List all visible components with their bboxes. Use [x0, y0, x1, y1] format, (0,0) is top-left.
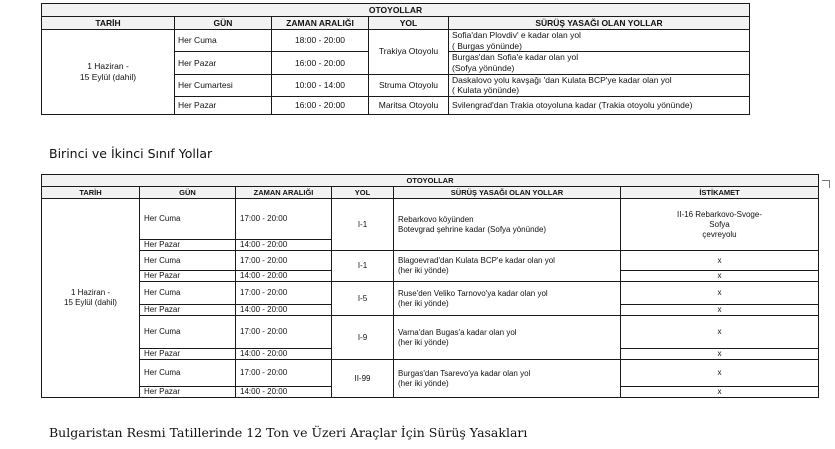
direction-cell: x: [621, 282, 819, 305]
banned-road-cell: Rebarkovo köyünden Botevgrad şehrine kadar (Sofya yönünde): [394, 199, 621, 251]
direction-cell: x: [621, 251, 819, 271]
time-cell: 17:00 - 20:00: [236, 199, 332, 240]
table-row: [42, 251, 819, 271]
crop-corner-mark: [822, 180, 830, 188]
time-cell: 16:00 - 20:00: [272, 52, 369, 74]
table-row: [42, 316, 819, 349]
day-cell: Her Cumartesi: [175, 74, 272, 96]
banned-road-cell: Svilengrad'dan Trakia otoyoluna kadar (Trakia otoyolu yönünde): [449, 96, 750, 114]
time-cell: 17:00 - 20:00: [236, 360, 332, 387]
time-cell: 17:00 - 20:00: [236, 251, 332, 271]
road-cell: I-5: [332, 282, 394, 316]
direction-cell: x: [621, 349, 819, 360]
day-cell: Her Pazar: [140, 240, 236, 251]
day-cell: Her Pazar: [175, 52, 272, 74]
table-row: [42, 282, 819, 305]
banned-road-cell: Blagoevrad'dan Kulata BCP'e kadar olan yol (her iki yönde): [394, 251, 621, 282]
direction-cell: x: [621, 360, 819, 387]
day-cell: Her Pazar: [140, 271, 236, 282]
table-group-header: OTOYOLLAR: [42, 175, 819, 187]
road-cell: I-1: [332, 199, 394, 251]
day-cell: Her Cuma: [140, 282, 236, 305]
time-cell: 16:00 - 20:00: [272, 96, 369, 114]
date-range-cell: 1 Haziran - 15 Eylül (dahil): [42, 30, 175, 115]
column-header-road: YOL: [369, 17, 449, 30]
table-row: [42, 360, 819, 387]
column-header-banned-roads: SÜRÜŞ YASAĞI OLAN YOLLAR: [394, 187, 621, 199]
table-group-header: OTOYOLLAR: [42, 4, 750, 17]
direction-cell: x: [621, 305, 819, 316]
road-cell: I-1: [332, 251, 394, 282]
banned-road-cell: Burgas'dan Tsarevo'ya kadar olan yol (her iki yönde): [394, 360, 621, 398]
banned-road-cell: Ruse'den Veliko Tarnovo'ya kadar olan yol (her iki yönde): [394, 282, 621, 316]
column-header-day: GÜN: [175, 17, 272, 30]
time-cell: 10:00 - 14:00: [272, 74, 369, 96]
column-header-time: ZAMAN ARALIĞI: [236, 187, 332, 199]
section-caption-roads: Birinci ve İkinci Sınıf Yollar: [49, 146, 213, 161]
time-cell: 14:00 - 20:00: [236, 387, 332, 398]
table-row: [42, 199, 819, 240]
day-cell: Her Cuma: [175, 30, 272, 52]
day-cell: Her Cuma: [140, 199, 236, 240]
column-header-day: GÜN: [140, 187, 236, 199]
road-cell: Maritsa Otoyolu: [369, 96, 449, 114]
road-cell: Trakiya Otoyolu: [369, 30, 449, 75]
day-cell: Her Cuma: [140, 316, 236, 349]
day-cell: Her Cuma: [140, 360, 236, 387]
table-row: [42, 30, 750, 52]
highway-ban-table: [41, 3, 750, 115]
day-cell: Her Pazar: [140, 305, 236, 316]
day-cell: Her Pazar: [140, 387, 236, 398]
date-range-cell: 1 Haziran - 15 Eylül (dahil): [42, 199, 140, 398]
column-header-road: YOL: [332, 187, 394, 199]
column-header-time: ZAMAN ARALIĞI: [272, 17, 369, 30]
column-header-direction: İSTİKAMET: [621, 187, 819, 199]
direction-cell: x: [621, 316, 819, 349]
road-cell: I-9: [332, 316, 394, 360]
column-header-date: TARİH: [42, 17, 175, 30]
direction-cell: II-16 Rebarkovo-Svoge- Sofya çevreyolu: [621, 199, 819, 251]
time-cell: 14:00 - 20:00: [236, 349, 332, 360]
time-cell: 14:00 - 20:00: [236, 271, 332, 282]
time-cell: 17:00 - 20:00: [236, 282, 332, 305]
time-cell: 14:00 - 20:00: [236, 240, 332, 251]
time-cell: 14:00 - 20:00: [236, 305, 332, 316]
direction-cell: x: [621, 387, 819, 398]
banned-road-cell: Varna'dan Bugas'a kadar olan yol (her iki yönde): [394, 316, 621, 360]
day-cell: Her Cuma: [140, 251, 236, 271]
banned-road-cell: Sofia'dan Plovdiv' e kadar olan yol ( Burgas yönünde): [449, 30, 750, 52]
direction-cell: x: [621, 271, 819, 282]
time-cell: 18:00 - 20:00: [272, 30, 369, 52]
time-cell: 17:00 - 20:00: [236, 316, 332, 349]
column-header-banned-roads: SÜRÜŞ YASAĞI OLAN YOLLAR: [449, 17, 750, 30]
day-cell: Her Pazar: [175, 96, 272, 114]
road-ban-table: [41, 174, 819, 398]
road-cell: II-99: [332, 360, 394, 398]
day-cell: Her Pazar: [140, 349, 236, 360]
road-cell: Struma Otoyolu: [369, 74, 449, 96]
banned-road-cell: Burgas'dan Sofia'e kadar olan yol (Sofya yönünde): [449, 52, 750, 74]
column-header-date: TARİH: [42, 187, 140, 199]
banned-road-cell: Daskalovo yolu kavşağı 'dan Kulata BCP'ye kadar olan yol ( Kulata yönünde): [449, 74, 750, 96]
section-caption-holiday-bans: Bulgaristan Resmi Tatillerinde 12 Ton ve Üzeri Araçlar İçin Sürüş Yasakları: [49, 425, 528, 440]
